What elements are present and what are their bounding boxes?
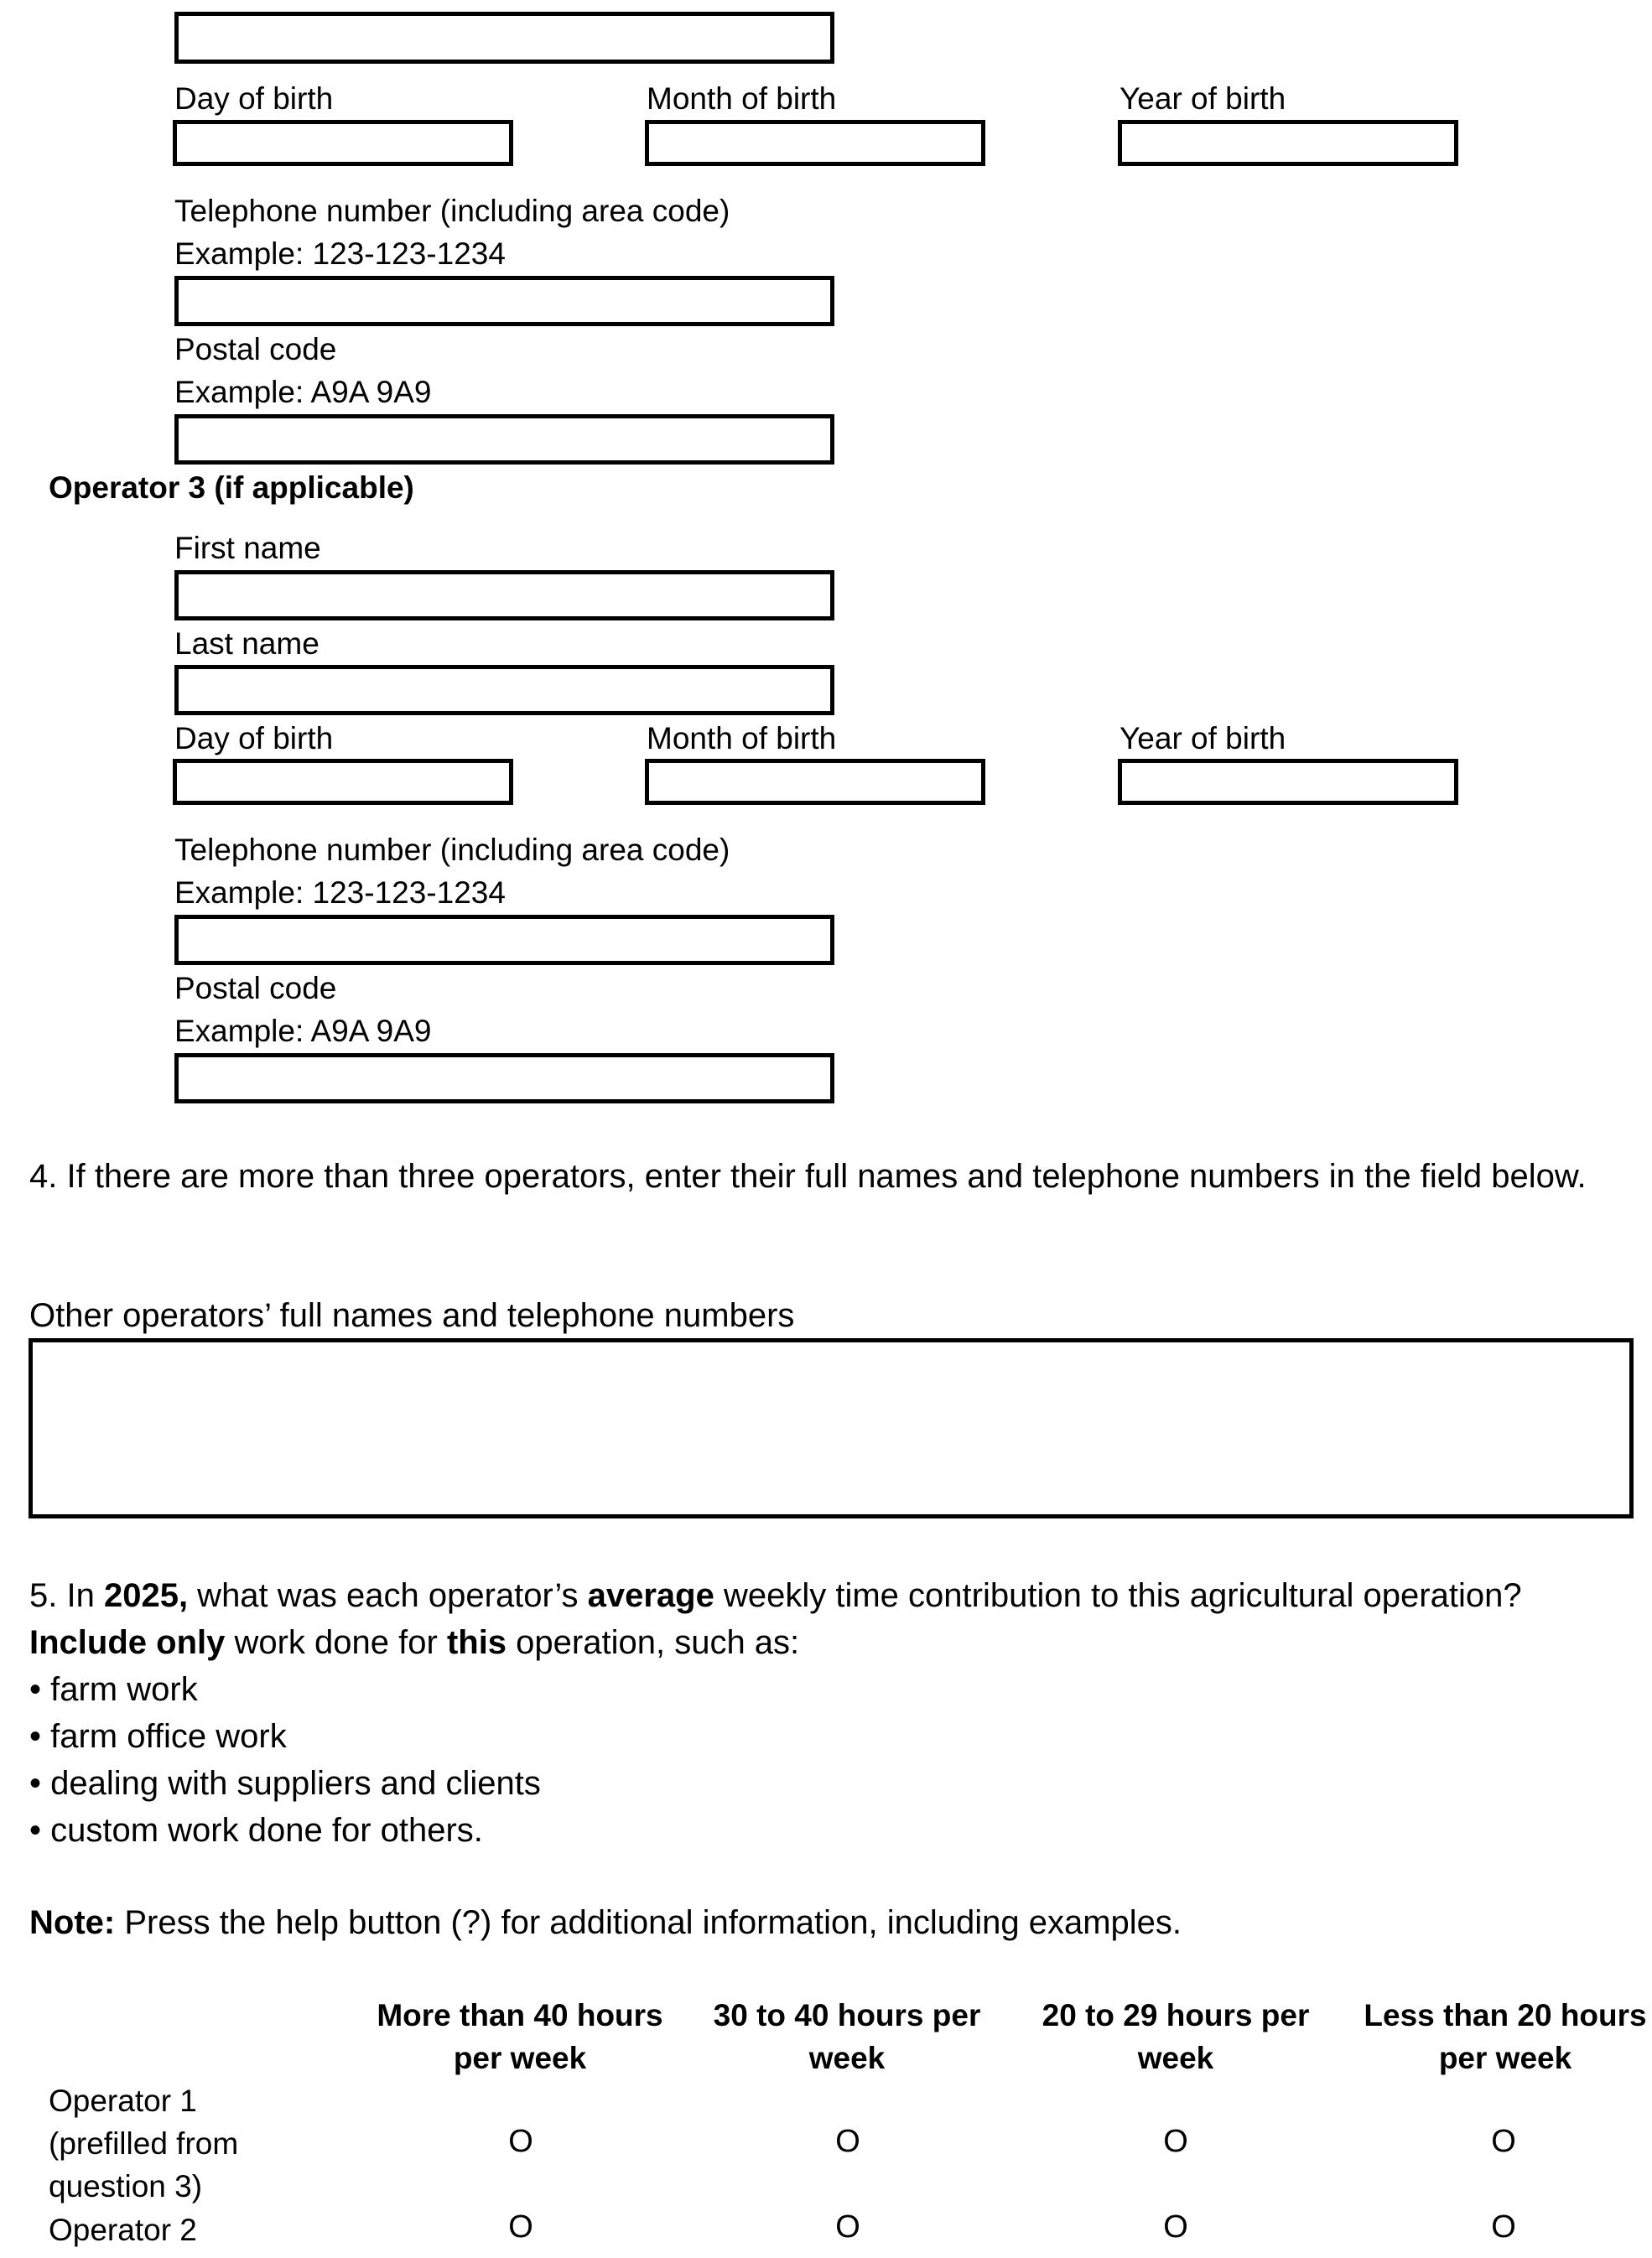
list-item: • farm work (29, 1666, 541, 1713)
operator3-postal-example: Example: A9A 9A9 (174, 1014, 432, 1048)
operator2-dob-day-input[interactable] (173, 120, 513, 166)
row-label-operator-2: Operator 2 (49, 2213, 197, 2247)
operator3-phone-input[interactable] (174, 915, 834, 965)
work-types-list (29, 1666, 541, 1854)
operator2-dob-year-label: Year of birth (1120, 81, 1286, 116)
operator3-phone-example: Example: 123-123-1234 (174, 875, 506, 910)
operator3-first-name-input[interactable] (174, 570, 834, 620)
operator1-more-than-40-radio[interactable]: O (508, 2124, 533, 2159)
question-5-year: 2025, (103, 1577, 189, 1614)
operator3-dob-month-input[interactable] (645, 759, 985, 805)
operator1-30-to-40-radio[interactable]: O (835, 2124, 860, 2159)
column-header-20-to-29: 20 to 29 hours per week (1042, 1998, 1310, 2075)
operator1-less-than-20-radio[interactable]: O (1491, 2124, 1516, 2159)
question-5-note (29, 1899, 1623, 1946)
operator3-last-name-label: Last name (174, 626, 319, 661)
list-item: • farm office work (29, 1713, 541, 1760)
operator2-postal-example: Example: A9A 9A9 (174, 375, 432, 409)
note-text: Press the help button (?) for additional information, including examples. (115, 1904, 1182, 1941)
question-5-part3: what was each operator’s (188, 1577, 588, 1614)
question-5-text (29, 1572, 1623, 1666)
question-5-part9: operation, such as: (507, 1624, 800, 1661)
list-item: • dealing with suppliers and clients (29, 1760, 541, 1807)
question-5-line2 (29, 1619, 1623, 1666)
row-label-operator-1: Operator 1 (prefilled from question 3) (49, 2084, 239, 2203)
operator2-dob-day-label: Day of birth (174, 81, 334, 116)
column-header-less-than-20: Less than 20 hours per week (1364, 1998, 1647, 2075)
operator2-postal-input[interactable] (174, 414, 834, 465)
other-operators-label: Other operators’ full names and telephone numbers (29, 1297, 795, 1334)
list-item: • custom work done for others. (29, 1807, 541, 1854)
question-5-part5: weekly time contribution to this agricultural operation? (714, 1577, 1522, 1614)
operator3-dob-day-label: Day of birth (174, 721, 334, 755)
question-5-average: average (587, 1577, 714, 1614)
operator2-phone-input[interactable] (174, 276, 834, 326)
operator2-phone-label: Telephone number (including area code) (174, 194, 730, 228)
operator2-more-than-40-radio[interactable]: O (508, 2209, 533, 2245)
operator3-first-name-label: First name (174, 531, 321, 565)
operator2-postal-label: Postal code (174, 332, 337, 366)
question-5-line1 (29, 1572, 1623, 1619)
operator3-postal-input[interactable] (174, 1053, 834, 1103)
operator3-heading: Operator 3 (if applicable) (49, 470, 414, 505)
operator3-dob-day-input[interactable] (173, 759, 513, 805)
column-header-30-to-40: 30 to 40 hours per week (713, 1998, 981, 2075)
operator2-less-than-20-radio[interactable]: O (1491, 2209, 1516, 2245)
operator1-20-to-29-radio[interactable]: O (1163, 2124, 1188, 2159)
operator2-20-to-29-radio[interactable]: O (1163, 2209, 1188, 2245)
question-5-this: this (446, 1624, 507, 1661)
operator2-dob-month-input[interactable] (645, 120, 985, 166)
question-5-part1: 5. In (29, 1577, 104, 1614)
question-4-text: 4. If there are more than three operators, enter their full names and telephone numbers in the field below. (29, 1158, 1587, 1195)
operator3-dob-year-label: Year of birth (1120, 721, 1286, 755)
operator3-last-name-input[interactable] (174, 665, 834, 715)
question-5-part7: work done for (225, 1624, 447, 1661)
operator3-postal-label: Postal code (174, 971, 337, 1005)
operator3-phone-label: Telephone number (including area code) (174, 833, 730, 867)
note-label: Note: (29, 1904, 116, 1941)
other-operators-textarea[interactable] (29, 1338, 1634, 1518)
operator2-phone-example: Example: 123-123-1234 (174, 236, 506, 271)
operator2-30-to-40-radio[interactable]: O (835, 2209, 860, 2245)
operator2-dob-year-input[interactable] (1118, 120, 1458, 166)
question-5-include-only: Include only (29, 1624, 226, 1661)
operator2-previous-field[interactable] (174, 12, 834, 64)
operator3-dob-month-label: Month of birth (647, 721, 837, 755)
column-header-more-than-40: More than 40 hours per week (377, 1998, 663, 2075)
operator3-dob-year-input[interactable] (1118, 759, 1458, 805)
operator2-dob-month-label: Month of birth (647, 81, 837, 116)
